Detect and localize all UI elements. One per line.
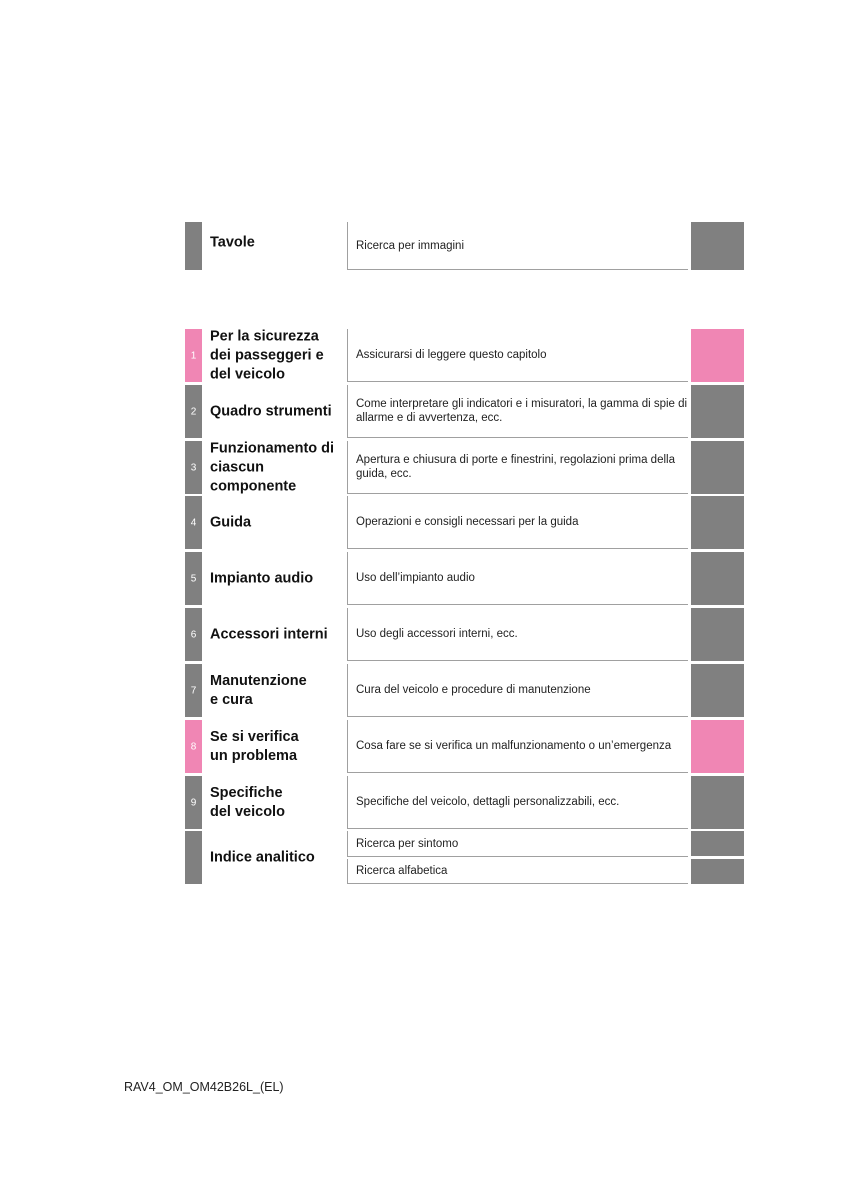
chapter-desc[interactable] bbox=[347, 329, 688, 382]
chapter-tab bbox=[185, 720, 202, 773]
tavole-tab bbox=[185, 222, 202, 270]
chapter-6-row[interactable] bbox=[185, 608, 744, 661]
index-symptom-text: Ricerca per sintomo bbox=[356, 837, 459, 850]
chapter-title: Per la sicurezza dei passeggeri e del veicolo bbox=[210, 328, 324, 382]
chapter-1-row[interactable] bbox=[185, 329, 744, 382]
chapter-thumb-tab bbox=[691, 720, 744, 773]
chapter-5-row[interactable] bbox=[185, 552, 744, 605]
tavole-desc-text: Ricerca per immagini bbox=[356, 239, 465, 252]
tavole-title: Tavole bbox=[210, 234, 255, 251]
chapter-thumb-tab bbox=[691, 385, 744, 438]
chapter-desc-text: Assicurarsi di leggere questo capitolo bbox=[356, 349, 547, 361]
chapter-desc[interactable] bbox=[347, 385, 688, 438]
chapter-number: 6 bbox=[190, 629, 197, 640]
index-row[interactable] bbox=[185, 831, 744, 884]
chapter-3-row[interactable] bbox=[185, 441, 744, 494]
chapter-tab bbox=[185, 552, 202, 605]
chapter-desc-text: Uso dell’impianto audio bbox=[356, 572, 475, 584]
chapter-desc[interactable] bbox=[347, 441, 688, 494]
chapter-number: 5 bbox=[190, 573, 197, 584]
chapter-title: Funzionamento di ciascun componente bbox=[210, 440, 335, 494]
chapter-thumb-tab bbox=[691, 329, 744, 382]
chapter-title: Guida bbox=[210, 514, 252, 530]
chapter-number: 4 bbox=[190, 517, 197, 528]
chapter-title: Accessori interni bbox=[210, 626, 328, 642]
chapter-desc[interactable] bbox=[347, 664, 688, 717]
chapter-thumb-tab bbox=[691, 608, 744, 661]
chapter-number: 1 bbox=[190, 350, 197, 361]
chapter-title: Manutenzione e cura bbox=[210, 672, 307, 708]
chapter-number: 2 bbox=[190, 406, 197, 417]
footer-code: RAV4_OM_OM42B26L_(EL) bbox=[124, 1080, 284, 1094]
chapter-8-row[interactable] bbox=[185, 720, 744, 773]
chapter-tab bbox=[185, 664, 202, 717]
chapter-tab bbox=[185, 385, 202, 438]
chapter-title: Se si verifica un problema bbox=[210, 728, 299, 764]
index-symptom-link[interactable] bbox=[347, 831, 688, 857]
chapter-number: 9 bbox=[190, 797, 197, 808]
chapter-4-row[interactable] bbox=[185, 496, 744, 549]
chapter-thumb-tab bbox=[691, 496, 744, 549]
chapter-desc-text: Cura del veicolo e procedure di manutenzione bbox=[356, 684, 591, 696]
chapter-title: Quadro strumenti bbox=[210, 403, 332, 419]
index-alphabetic-text: Ricerca alfabetica bbox=[356, 865, 448, 877]
chapter-desc-text: Apertura e chiusura di porte e finestrini, regolazioni prima della guida, ecc. bbox=[356, 454, 675, 480]
index-title: Indice analitico bbox=[210, 849, 315, 865]
chapter-tab bbox=[185, 608, 202, 661]
chapter-desc-text: Cosa fare se si verifica un malfunzionamento o un’emergenza bbox=[356, 740, 672, 752]
chapter-thumb-tab bbox=[691, 664, 744, 717]
chapter-tab bbox=[185, 441, 202, 494]
chapter-number: 8 bbox=[190, 741, 197, 752]
index-alphabetic-thumb-tab bbox=[691, 859, 744, 884]
chapter-desc[interactable] bbox=[347, 608, 688, 661]
chapter-tab bbox=[185, 496, 202, 549]
chapter-desc-text: Specifiche del veicolo, dettagli personalizzabili, ecc. bbox=[356, 796, 620, 808]
chapter-desc[interactable] bbox=[347, 776, 688, 829]
index-symptom-thumb-tab bbox=[691, 831, 744, 856]
chapter-thumb-tab bbox=[691, 552, 744, 605]
chapter-desc-text: Come interpretare gli indicatori e i misuratori, la gamma di spie di allarme e di avvertenza, ecc. bbox=[356, 398, 688, 424]
chapter-title: Impianto audio bbox=[210, 570, 314, 586]
chapter-number: 3 bbox=[190, 462, 197, 473]
chapter-desc-text: Operazioni e consigli necessari per la guida bbox=[356, 516, 579, 528]
index-tab bbox=[185, 831, 202, 884]
chapter-tab bbox=[185, 776, 202, 829]
tavole-thumb-tab bbox=[691, 222, 744, 270]
chapter-2-row[interactable] bbox=[185, 385, 744, 438]
chapter-desc[interactable] bbox=[347, 496, 688, 549]
chapter-thumb-tab bbox=[691, 776, 744, 829]
chapter-thumb-tab bbox=[691, 441, 744, 494]
chapter-desc-text: Uso degli accessori interni, ecc. bbox=[356, 628, 518, 640]
chapter-desc[interactable] bbox=[347, 552, 688, 605]
tavole-desc[interactable] bbox=[347, 222, 688, 270]
index-alphabetic-link[interactable] bbox=[347, 859, 688, 884]
tavole-row[interactable] bbox=[185, 222, 744, 270]
chapter-7-row[interactable] bbox=[185, 664, 744, 717]
chapter-desc[interactable] bbox=[347, 720, 688, 773]
chapter-title: Specifiche del veicolo bbox=[210, 784, 285, 820]
chapter-9-row[interactable] bbox=[185, 776, 744, 829]
chapter-tab bbox=[185, 329, 202, 382]
chapter-number: 7 bbox=[190, 685, 197, 696]
